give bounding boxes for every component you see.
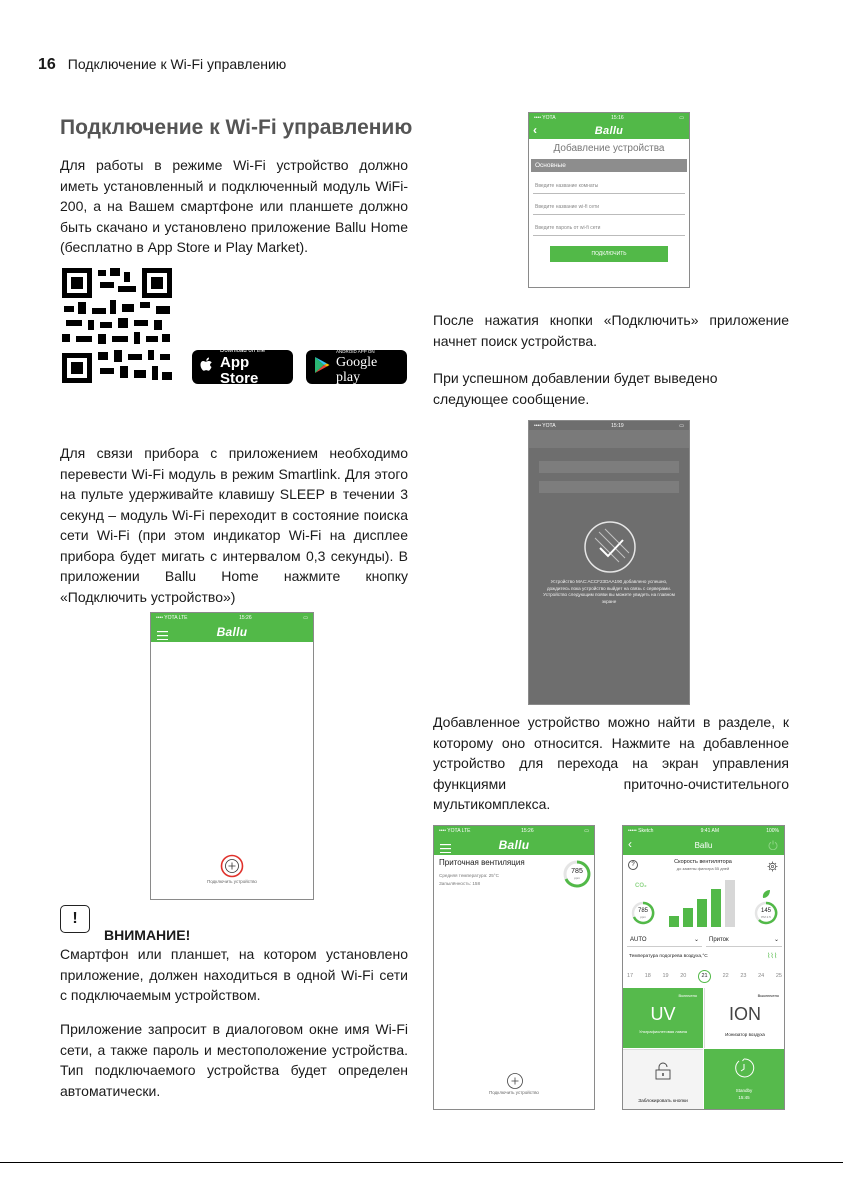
temperature-option[interactable]: 25 (775, 973, 782, 979)
phone-empty-screen (150, 612, 314, 900)
status-bar: ••••• Sketch 9:41 AM 100% (623, 826, 784, 835)
lock-label: Заблокировать кнопки (638, 1099, 688, 1104)
add-circle-icon (220, 854, 244, 878)
status-bar: •••• YOTA LTE 15:26 ▭ (151, 613, 313, 622)
heat-waves-icon: ⌇⌇⌇ (767, 953, 778, 960)
gplay-name: Google play (336, 355, 378, 385)
uv-name: Ультрафиолетовая лампа (638, 1029, 688, 1034)
ion-name: Ионизатор воздуха (725, 1032, 765, 1037)
ion-label: ION (728, 1004, 761, 1024)
back-chevron-icon[interactable]: ‹ (533, 123, 537, 137)
air-quality-ring (563, 860, 591, 888)
phone-control (622, 825, 785, 1110)
screen-title: Ballu (694, 840, 713, 850)
co2-value: 785 (637, 908, 648, 914)
temperature-option[interactable]: 24 (758, 973, 765, 979)
heat-temp-label: Температура подогрева воздуха,°C (629, 954, 708, 959)
app-bar (529, 122, 689, 139)
form-section: Основные (531, 159, 687, 172)
standby-time: 15:45 (738, 1095, 750, 1100)
pm-gauge (754, 901, 778, 925)
standby-timer[interactable] (704, 1049, 784, 1109)
temperature-option[interactable]: 21 (698, 970, 711, 983)
device-card[interactable] (434, 855, 594, 895)
mode-value: AUTO (630, 936, 647, 943)
temperature-picker[interactable] (627, 969, 782, 983)
dimmed-app-bar (529, 430, 689, 448)
uv-lamp-toggle[interactable] (623, 988, 703, 1048)
page-bottom-rule (0, 1162, 843, 1163)
co2-gauge (631, 901, 655, 925)
mode-select[interactable] (627, 933, 702, 947)
google-play-badge[interactable] (306, 350, 407, 384)
temperature-option[interactable]: 22 (722, 973, 729, 979)
smartlink-paragraph: Для связи прибора с приложением необходимо перевести Wi-Fi модуль в режим Smartlink. Для этого на пульте удерживайте клавишу SLEEP в течении 3 секунд – модуль Wi-Fi переходит в состояние поиска сети Wi-Fi (при этом индикатор Wi-Fi на дисплее прибора будет мигать с интервалом 0,3 секунды). В приложении Ballu Home нажмите кнопку «Подключить устройство») (60, 445, 408, 605)
after-connect-paragraph: После нажатия кнопки «Подключить» приложение начнет поиск устройства. (433, 312, 789, 349)
appstore-name: App Store (220, 353, 259, 387)
status-bar: •••• YOTA 15:19 ▭ (529, 421, 689, 430)
ion-state: Выключено (757, 993, 779, 998)
running-section: Подключение к Wi-Fi управлению (67, 56, 287, 72)
add-circle-icon (506, 1072, 524, 1090)
success-message: Устройство MAC:ACCF23DAA190 добавлено успешно, дождитесь пока устройство выйдет на связь с серверами. Устройство следующим появи вы можете увидеть на главном экране (543, 579, 675, 604)
help-icon[interactable]: ? (628, 860, 638, 870)
dialog-paragraph: Приложение запросит в диалоговом окне имя Wi-Fi сети, а также пароль и местоположение устройства. Тип подключаемого устройства будет определен автоматически. (60, 1021, 408, 1099)
power-icon[interactable] (768, 840, 778, 852)
flow-select[interactable] (706, 933, 782, 947)
dust-value: 158 (472, 881, 481, 886)
section-title: Подключение к Wi-Fi управлению (60, 116, 413, 139)
app-bar (434, 835, 594, 855)
wifi-password-field[interactable]: Введите пароль от wi-fi сети (533, 221, 685, 236)
phone-add-device (528, 112, 690, 288)
appstore-caption: Download on the (220, 347, 266, 354)
chevron-down-icon: ⌄ (773, 937, 779, 943)
co2-unit: ppm (640, 915, 646, 919)
running-header (38, 56, 286, 74)
pm-value: 145 (760, 908, 771, 914)
apple-icon (200, 357, 214, 377)
temperature-option[interactable]: 20 (680, 973, 687, 979)
avg-temp-label: Средняя температура: (439, 873, 488, 878)
add-device-label: Подключить устройство (489, 1090, 539, 1095)
standby-label: Standby (735, 1088, 753, 1093)
warning-icon: ! (60, 905, 90, 933)
timer-icon (733, 1057, 755, 1084)
qr-code (62, 268, 172, 383)
warning-title: ВНИМАНИЕ! (104, 927, 191, 943)
flow-value: Приток (709, 936, 729, 943)
app-store-badge[interactable] (192, 347, 293, 387)
found-paragraph: Добавленное устройство можно найти в разделе, к которому оно относится. Нажмите на добавленное устройство для перехода на экран управления функциями приточно-очистительного мультикомплекса. (433, 714, 789, 812)
warning-text: Смартфон или планшет, на котором установлено приложение, должен находиться в одной Wi-Fi сети с подключаемым устройством. (60, 946, 408, 1003)
gplay-caption: ANDROID APP ON (336, 349, 375, 354)
fan-speed-bar[interactable] (697, 899, 707, 927)
intro-paragraph: Для работы в режиме Wi-Fi устройство должно иметь установленный и подключенный модуль WiFi-200, а на Вашем смартфоне или планшете должно быть скачано и установлено приложение Ballu Home (бесплатно в App Store и Play Market). (60, 157, 408, 255)
app-logo: Ballu (594, 124, 624, 137)
temperature-option[interactable]: 17 (627, 973, 634, 979)
fan-speed-bar[interactable] (711, 889, 721, 927)
add-device-label: Подключить устройство (207, 879, 257, 884)
fan-speed-bar[interactable] (669, 916, 679, 927)
lock-icon (654, 1062, 672, 1085)
settings-gear-icon[interactable] (767, 859, 778, 877)
wifi-name-field[interactable]: Введите название wi-fi сети (533, 200, 685, 215)
app-bar (623, 835, 784, 855)
app-bar (151, 622, 313, 642)
ring-value: 785 (571, 868, 583, 875)
temperature-option[interactable]: 23 (740, 973, 747, 979)
phone-device-list (433, 825, 595, 1110)
add-device-button[interactable] (220, 854, 244, 878)
status-bar: •••• YOTA 15:16 ▭ (529, 113, 689, 122)
uv-label: UV (650, 1004, 676, 1024)
app-logo: Ballu (216, 625, 248, 639)
phone-success (528, 420, 690, 705)
lock-buttons-toggle[interactable] (623, 1049, 703, 1109)
success-paragraph: При успешном добавлении будет выведено следующее сообщение. (433, 370, 718, 407)
app-logo: Ballu (498, 838, 530, 852)
connect-button[interactable]: ПОДКЛЮЧИТЬ (550, 246, 668, 262)
play-icon (314, 356, 330, 379)
avg-temp-value: 25°C (488, 873, 499, 878)
chevron-down-icon: ⌄ (693, 937, 699, 943)
uv-state: Включено (678, 993, 697, 998)
ionizer-toggle[interactable] (704, 988, 784, 1048)
dust-label: Запылённость: (439, 881, 472, 886)
form-heading: Добавление устройства (553, 143, 665, 154)
room-name-field[interactable]: Введите название комнаты (533, 179, 685, 194)
fan-speed-bar[interactable] (725, 880, 735, 927)
status-bar: •••• YOTA LTE 15:26 ▭ (434, 826, 594, 835)
fan-speed-title: Скорость вентилятора (674, 859, 732, 865)
ring-unit: ppm (574, 876, 580, 880)
temperature-option[interactable]: 18 (644, 973, 651, 979)
pm-unit: PM 2.5 (761, 915, 771, 919)
back-chevron-icon[interactable]: ‹ (628, 837, 632, 851)
menu-icon[interactable] (157, 627, 168, 645)
filter-remaining: до замены фильтра 55 дней (676, 866, 730, 871)
device-name: Приточная вентиляция (439, 858, 525, 867)
fan-speed-bars[interactable] (669, 878, 741, 927)
co2-label: CO₂ (635, 883, 647, 889)
temperature-option[interactable]: 19 (662, 973, 669, 979)
success-check-icon (583, 520, 637, 579)
fan-speed-bar[interactable] (683, 908, 693, 927)
page-number: 16 (38, 56, 56, 73)
